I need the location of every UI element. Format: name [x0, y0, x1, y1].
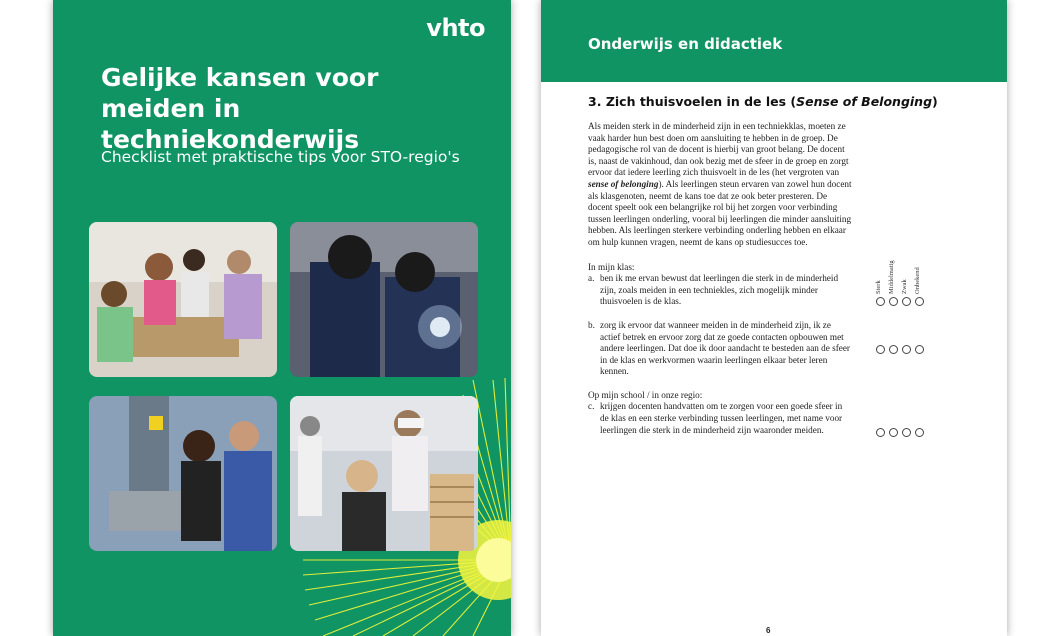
rating-option-middelmatig[interactable] [889, 428, 898, 437]
rating-option-onbekend[interactable] [915, 428, 924, 437]
section-title-text: Zich thuisvoelen in de les [605, 94, 787, 109]
intro-paragraph [588, 121, 853, 249]
rating-header-zwak: Zwak [901, 279, 908, 294]
rating-row-b [876, 345, 924, 354]
rating-option-zwak[interactable] [902, 345, 911, 354]
item-text: krijgen docenten handvatten om te zorgen voor een goede sfeer in de klas en een sterke verbinding tussen leerlingen, met name voor leerlingen die sterk in de minderheid zijn waaronder meiden. [600, 401, 843, 435]
rating-option-zwak[interactable] [902, 428, 911, 437]
header-title: Onderwijs en didactiek [588, 35, 783, 53]
rating-row-a [876, 297, 924, 306]
section-body [588, 121, 853, 436]
rating-option-middelmatig[interactable] [889, 345, 898, 354]
rating-row-c [876, 428, 924, 437]
item-letter: a. [588, 273, 595, 284]
rating-header-onbekend: Onbekend [914, 267, 921, 294]
cover-page [53, 0, 511, 636]
rating-option-sterk[interactable] [876, 345, 885, 354]
section-title: 3. Zich thuisvoelen in de les (Sense of Belonging) [588, 94, 938, 109]
rating-option-onbekend[interactable] [915, 345, 924, 354]
page-number: 6 [766, 626, 771, 635]
intro-text-1: Als meiden sterk in de minderheid zijn in een techniekklas, moeten ze vaak harder hun best doen om aansluiting te hebben in de groep. De pedagogische rol van de docent is hierbij van groot belang. De docent is, naast de vakinhoud, dan ook bezig met de sfeer in de groep en zorgt ervoor dat iedere leerling zich thuisvoelt in de les (het vergroten van [588, 121, 849, 178]
checklist-item-c [588, 401, 853, 436]
vhto-logo: vhto [426, 14, 485, 42]
cover-subtitle: Checklist met praktische tips voor STO-regio's [101, 148, 460, 166]
photo-students-welding [290, 222, 478, 377]
section-title-italic: Sense of Belonging [796, 94, 933, 109]
item-text: ben ik me ervan bewust dat leerlingen die sterk in de minderheid zijn, zoals meiden in een techniekles, zich mogelijk minder thuisvoelen is de klas. [600, 273, 839, 307]
group-label-class: In mijn klas: [588, 261, 635, 272]
rating-option-sterk[interactable] [876, 428, 885, 437]
intro-bold-term: sense of belonging [588, 178, 659, 189]
rating-option-middelmatig[interactable] [889, 297, 898, 306]
cover-title: Gelijke kansen voor meiden in techniekonderwijs [101, 63, 379, 154]
photo-drill-press [89, 396, 277, 551]
inner-page [541, 0, 1007, 636]
photo-vr-blocks [290, 396, 478, 551]
item-text: zorg ik ervoor dat wanneer meiden in de minderheid zijn, ik ze actief betrek en ervoor zorg dat ze goede contacten opbouwen met andere leerlingen. Dat doe ik door aandacht te besteden aan de sfeer in de klas en werkvormen waarin leerlingen elkaar beter leren kennen. [600, 319, 850, 377]
rating-option-sterk[interactable] [876, 297, 885, 306]
rating-header-sterk: Sterk [875, 280, 882, 294]
checklist-item-a [588, 273, 853, 308]
item-letter: b. [588, 319, 595, 330]
section-number: 3. [588, 94, 602, 109]
group-label-school: Op mijn school / in onze regio: [588, 389, 703, 400]
rating-column-headers [875, 254, 945, 294]
item-letter: c. [588, 401, 595, 412]
rating-header-middelmatig: Middelmatig [888, 260, 895, 294]
intro-text-2: ). Als leerlingen steun ervaren van zowel hun docent als klasgenoten, neemt de kans toe dat ze ook beter presteren. De docent speelt ook een belangrijke rol bij het zorgen voor verbinding tussen leerlingen onderling, vooral bij leerlingen die minder aansluiting hebben. Als leerlingen sterkere verbinding onderling hebben en elkaar om hulp kunnen vragen, neemt de kans op studiesucces toe. [588, 178, 852, 247]
photo-students-building [89, 222, 277, 377]
rating-option-onbekend[interactable] [915, 297, 924, 306]
page-header [541, 0, 1007, 82]
rating-option-zwak[interactable] [902, 297, 911, 306]
checklist-item-b [588, 320, 853, 378]
